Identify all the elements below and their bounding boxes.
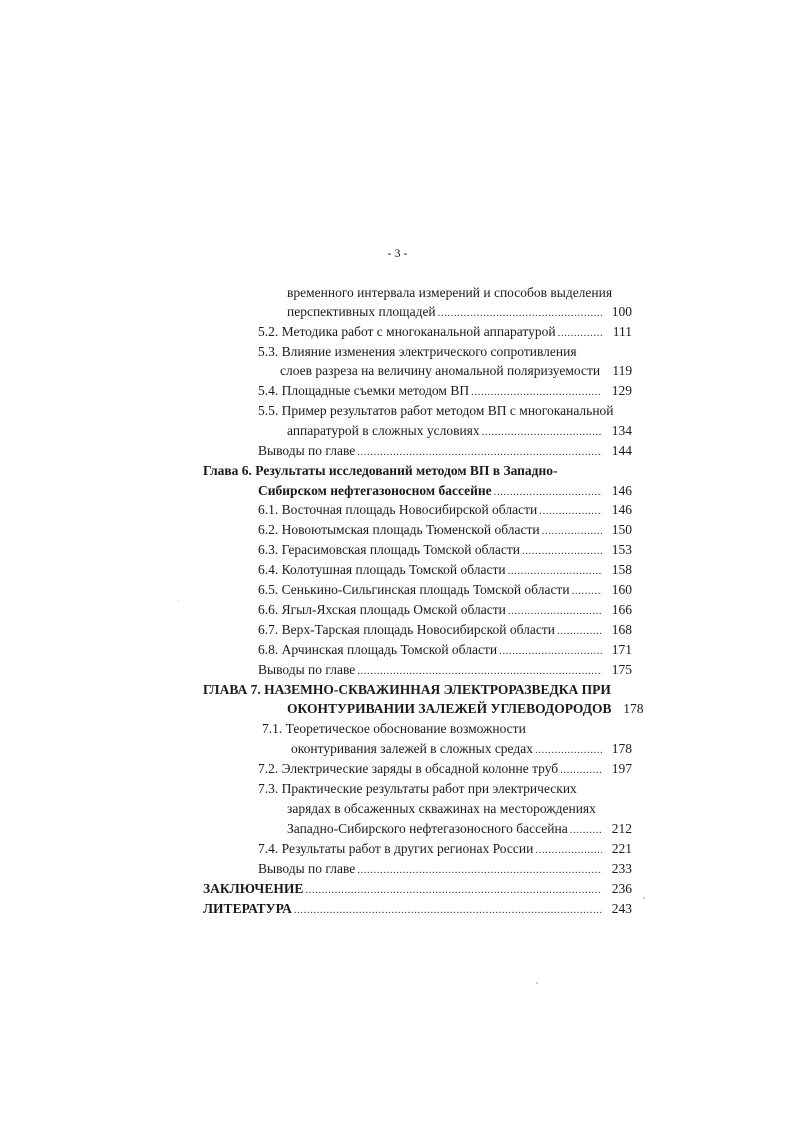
toc-page-number: 146 — [611, 483, 632, 498]
leader-dots — [357, 861, 602, 879]
toc-entry-text: 6.5. Сенькино-Сильгинская площадь Томской области — [258, 582, 570, 597]
toc-page-number: 171 — [611, 642, 632, 657]
toc-page-number: 144 — [611, 443, 632, 458]
leader-dots — [494, 483, 602, 501]
toc-entry-text: Выводы по главе — [258, 662, 356, 677]
leader-dots — [535, 741, 602, 759]
toc-entry — [203, 900, 632, 919]
leader-dots — [558, 324, 602, 342]
leader-dots — [560, 761, 602, 779]
toc-entry-text: Глава 6. Результаты исследований методом ВП в Западно- — [203, 463, 558, 478]
toc-page-number: 221 — [611, 841, 632, 856]
toc-entry — [258, 860, 632, 879]
toc-entry-text: слоев разреза на величину аномальной поляризуемости — [280, 363, 601, 378]
toc-page-number: 150 — [611, 522, 632, 537]
toc-page-number: 178 — [623, 701, 644, 716]
toc-page-number: 197 — [611, 761, 632, 776]
toc-entry-text: 6.2. Новоютымская площадь Тюменской области — [258, 522, 540, 537]
toc-entry-text: Сибирском нефтегазоносном бассейне — [258, 483, 492, 498]
leader-dots — [305, 881, 602, 899]
toc-page-number: 134 — [611, 423, 632, 438]
toc-page-number: 236 — [611, 881, 632, 896]
leader-dots — [357, 443, 602, 461]
leader-dots — [499, 642, 602, 660]
leader-dots — [294, 901, 602, 919]
toc-entry — [258, 601, 632, 620]
leader-dots — [535, 841, 602, 859]
toc-entry-text: ОКОНТУРИВАНИИ ЗАЛЕЖЕЙ УГЛЕВОДОРОДОВ — [287, 701, 612, 716]
toc-line — [258, 343, 577, 361]
toc-chapter-heading — [203, 681, 611, 699]
toc-line — [287, 284, 612, 302]
leader-dots — [539, 502, 602, 520]
scan-speck — [643, 897, 645, 899]
toc-entry-text: 6.3. Герасимовская площадь Томской области — [258, 542, 520, 557]
toc-entry — [258, 521, 632, 540]
page-number: - 3 - — [387, 246, 408, 260]
leader-dots — [572, 582, 602, 600]
leader-dots — [570, 821, 602, 839]
toc-entry-text: 7.4. Результаты работ в других регионах России — [258, 841, 534, 856]
toc-line — [287, 800, 596, 818]
toc-page-number: 178 — [611, 741, 632, 756]
toc-entry — [287, 303, 632, 322]
toc-entry-text: Выводы по главе — [258, 443, 356, 458]
leader-dots — [522, 542, 602, 560]
toc-page-number: 243 — [611, 901, 632, 916]
toc-entry-text: 6.1. Восточная площадь Новосибирской области — [258, 502, 538, 517]
toc-entry-text: 6.6. Ягыл-Яхская площадь Омской области — [258, 602, 506, 617]
toc-page-number: 160 — [611, 582, 632, 597]
toc-entry — [258, 482, 632, 501]
toc-page-number: 168 — [611, 622, 632, 637]
toc-page-number: 119 — [612, 363, 633, 378]
toc-entry-text: Западно-Сибирского нефтегазоносного бассейна — [287, 821, 568, 836]
toc-entry-text: 5.5. Пример результатов работ методом ВП с многоканальной — [258, 403, 614, 418]
toc-entry-text: ЗАКЛЮЧЕНИЕ — [203, 881, 304, 896]
toc-entry — [258, 661, 632, 680]
toc-page-number: 166 — [611, 602, 632, 617]
toc-entry-text: временного интервала измерений и способов выделения — [287, 285, 613, 300]
toc-entry — [258, 760, 632, 779]
leader-dots — [508, 602, 602, 620]
scan-speck — [178, 600, 179, 601]
leader-dots — [557, 622, 602, 640]
toc-line — [258, 780, 577, 798]
toc-entry — [258, 840, 632, 859]
toc-entry-text: 6.7. Верх-Тарская площадь Новосибирской области — [258, 622, 555, 637]
toc-page-number: 111 — [612, 324, 632, 339]
toc-entry-text: 7.2. Электрические заряды в обсадной колонне труб — [258, 761, 559, 776]
toc-entry — [258, 442, 632, 461]
toc-entry-text: 7.3. Практические результаты работ при электрических — [258, 781, 577, 796]
leader-dots — [471, 383, 602, 401]
toc-entry — [258, 641, 632, 660]
toc-page-number: 233 — [611, 861, 632, 876]
leader-dots — [482, 423, 602, 441]
toc-entry — [291, 740, 632, 759]
toc-entry — [287, 700, 644, 719]
toc-entry — [258, 561, 632, 580]
toc-entry — [287, 422, 632, 441]
toc-entry — [258, 541, 632, 560]
toc-entry-text: перспективных площадей — [287, 304, 436, 319]
toc-entry — [258, 323, 632, 342]
scan-speck — [536, 982, 538, 984]
toc-line — [258, 402, 614, 420]
toc-entry-text: 5.2. Методика работ с многоканальной аппаратурой — [258, 324, 556, 339]
toc-entry-text: 5.3. Влияние изменения электрического сопротивления — [258, 344, 577, 359]
toc-entry-text: Выводы по главе — [258, 861, 356, 876]
toc-page-number: 146 — [611, 502, 632, 517]
toc-page-number: 153 — [611, 542, 632, 557]
toc-entry-text: 6.4. Колотушная площадь Томской области — [258, 562, 506, 577]
toc-page-number: 100 — [611, 304, 632, 319]
toc-entry-text: ЛИТЕРАТУРА — [203, 901, 292, 916]
toc-entry — [258, 382, 632, 401]
toc-page-number: 175 — [611, 662, 632, 677]
toc-chapter-heading — [203, 462, 558, 480]
toc-entry — [258, 501, 632, 520]
toc-entry-text: аппаратурой в сложных условиях — [287, 423, 480, 438]
toc-entry-text: оконтуривания залежей в сложных средах — [291, 741, 533, 756]
leader-dots — [357, 662, 602, 680]
toc-page-number: 212 — [611, 821, 632, 836]
toc-page-number: 129 — [611, 383, 632, 398]
toc-page-number: 158 — [611, 562, 632, 577]
leader-dots — [508, 562, 602, 580]
toc-entry-text: зарядах в обсаженных скважинах на месторождениях — [287, 801, 596, 816]
toc-entry — [258, 581, 632, 600]
toc-entry-text: 5.4. Площадные съемки методом ВП — [258, 383, 470, 398]
toc-entry-text: 7.1. Теоретическое обоснование возможности — [262, 721, 526, 736]
leader-dots — [438, 304, 602, 322]
toc-entry — [287, 820, 632, 839]
toc-entry — [280, 362, 632, 381]
toc-entry-text: 6.8. Арчинская площадь Томской области — [258, 642, 498, 657]
toc-entry — [203, 880, 632, 899]
toc-line — [262, 720, 526, 738]
toc-entry — [258, 621, 632, 640]
toc-entry-text: ГЛАВА 7. НАЗЕМНО-СКВАЖИННАЯ ЭЛЕКТРОРАЗВЕДКА ПРИ — [203, 682, 611, 697]
leader-dots — [542, 522, 602, 540]
